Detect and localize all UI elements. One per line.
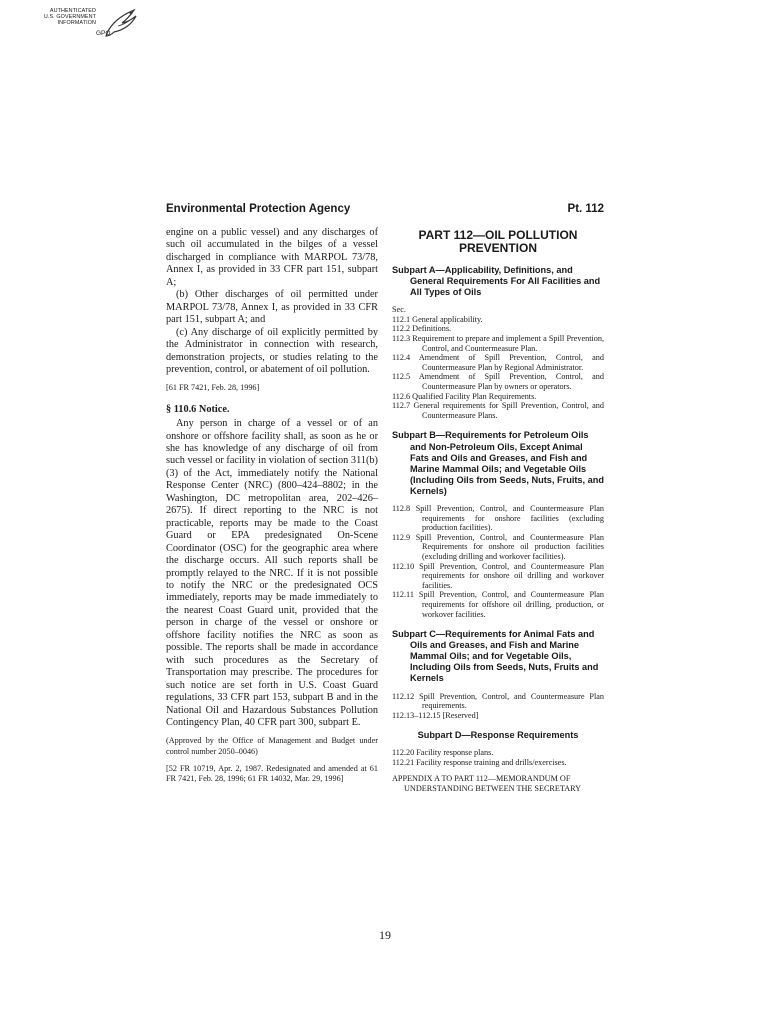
- seal-text: AUTHENTICATED U.S. GOVERNMENT INFORMATION: [43, 8, 96, 27]
- table-of-contents: [392, 504, 604, 619]
- toc-entry: 112.8 Spill Prevention, Control, and Countermeasure Plan requirements for onshore facilities (excluding production facilities).: [392, 503, 604, 533]
- part-label: Pt. 112: [567, 203, 604, 215]
- paragraph: Any person in charge of a vessel or of an onshore or offshore facility shall, as soon as he or she has knowledge of any discharge of oil from such vessel or facility in violation of section 311(b)(3) of the Act, immediately notify the National Response Center (NRC) (800–424–8802; in the Washington, DC metropolitan area, 202–426–2675). If direct reporting to the NRC is not practicable, reports may be made to the Coast Guard or EPA predesignated On-Scene Coordinator (OSC) for the geographic area where the discharge occurs. All such reports shall be promptly relayed to the NRC. If it is not possible to notify the NRC or the predesignated OCS immediately, reports may be made immediately to the nearest Coast Guard unit, provided that the person in charge of the vessel or onshore or offshore facility notifies the NRC as soon as possible. The reports shall be made in accordance with such procedures as the Secretary of Transportation may prescribe. The procedures for such notice are set forth in U.S. Coast Guard regulations, 33 CFR part 153, subpart B and in the National Oil and Hazardous Substances Pollution Contingency Plan, 40 CFR part 300, subpart E.: [166, 418, 378, 728]
- toc-entry: 112.9 Spill Prevention, Control, and Countermeasure Plan Requirements for onshore oil production facilities (excluding drilling and workover facilities).: [392, 532, 604, 561]
- seal-gpo-label: GPO: [96, 30, 111, 37]
- toc-entry: 112.20 Facility response plans.: [392, 748, 494, 758]
- paragraph: (c) Any discharge of oil explicitly permitted by the Administrator in connection with research, demonstration projects, or studies relating to the prevention, control, or abatement of oil pollution.: [166, 326, 378, 375]
- citation: [61 FR 7421, Feb. 28, 1996]: [166, 383, 260, 393]
- toc-entry: 112.4 Amendment of Spill Prevention, Control, and Countermeasure Plan by Regional Administrator.: [392, 353, 604, 372]
- toc-entry: 112.11 Spill Prevention, Control, and Countermeasure Plan requirements for offshore oil drilling, production, or workover facilities.: [392, 590, 604, 619]
- toc-entry: 112.3 Requirement to prepare and implement a Spill Prevention, Control, and Countermeasure Plan.: [392, 334, 604, 353]
- approval-note: (Approved by the Office of Management and Budget under control number 2050–0046): [166, 736, 378, 756]
- right-column: [392, 227, 604, 794]
- subpart-heading: Subpart D—Response Requirements: [417, 730, 579, 741]
- section-heading: § 110.6 Notice.: [166, 403, 230, 415]
- toc-entry: 112.7 General requirements for Spill Prevention, Control, and Countermeasure Plans.: [392, 401, 604, 420]
- toc-entry: 112.6 Qualified Facility Plan Requirements.: [392, 391, 537, 401]
- toc-entry: 112.10 Spill Prevention, Control, and Countermeasure Plan requirements for onshore oil drilling and workover facilities.: [392, 561, 604, 590]
- toc-entry: 112.12 Spill Prevention, Control, and Countermeasure Plan requirements.: [392, 691, 604, 711]
- toc-entry: 112.2 Definitions.: [392, 324, 452, 334]
- left-column: [166, 227, 378, 784]
- eagle-seal-icon: [100, 6, 140, 40]
- subpart-heading: Subpart A—Applicability, Definitions, and General Requirements For All Facilities and All Types of Oils: [392, 265, 601, 298]
- gpo-authentication-seal: [26, 6, 141, 42]
- toc-entry: 112.13–112.15 [Reserved]: [392, 710, 479, 720]
- paragraph: engine on a public vessel) and any discharges of such oil accumulated in the bilges of a vessel discharged in compliance with MARPOL 73/78, Annex I, as provided in 33 CFR part 151, subpart A;: [166, 227, 378, 288]
- subpart-heading: Subpart B—Requirements for Petroleum Oils and Non-Petroleum Oils, Except Animal Fats and Oils and Greases, and Fish and Marine Mammal Oils; and Vegetable Oils (Including Oils from Seeds, Nuts, Fruits, and Kernels): [392, 430, 604, 496]
- toc-entry: 112.21 Facility response training and drills/exercises.: [392, 758, 567, 768]
- toc-entry: 112.5 Amendment of Spill Prevention, Control, and Countermeasure Plan by owners or operators.: [392, 372, 604, 392]
- paragraph: (b) Other discharges of oil permitted under MARPOL 73/78, Annex I, as provided in 33 CFR part 151, subpart A; and: [166, 289, 378, 326]
- toc-entry: 112.1 General applicability.: [392, 314, 483, 324]
- sec-label: Sec.: [392, 305, 406, 315]
- page-number: 19: [379, 928, 391, 942]
- table-of-contents: [392, 692, 604, 721]
- part-title: PART 112—OIL POLLUTION PREVENTION: [418, 228, 578, 255]
- table-of-contents: [392, 305, 604, 420]
- table-of-contents: [392, 748, 604, 767]
- appendix-heading: APPENDIX A TO PART 112—MEMORANDUM OF UNDERSTANDING BETWEEN THE SECRETARY: [392, 773, 582, 793]
- citation: [52 FR 10719, Apr. 2, 1987. Redesignated and amended at 61 FR 7421, Feb. 28, 1996; 61 FR 14032, Mar. 29, 1996]: [166, 763, 378, 784]
- subpart-heading: Subpart C—Requirements for Animal Fats and Oils and Greases, and Fish and Marine Mammal Oils; and for Vegetable Oils, Including Oils from Seeds, Nuts, Fruits and Kernels: [392, 629, 599, 684]
- agency-name: Environmental Protection Agency: [166, 203, 351, 215]
- running-header: [166, 201, 604, 219]
